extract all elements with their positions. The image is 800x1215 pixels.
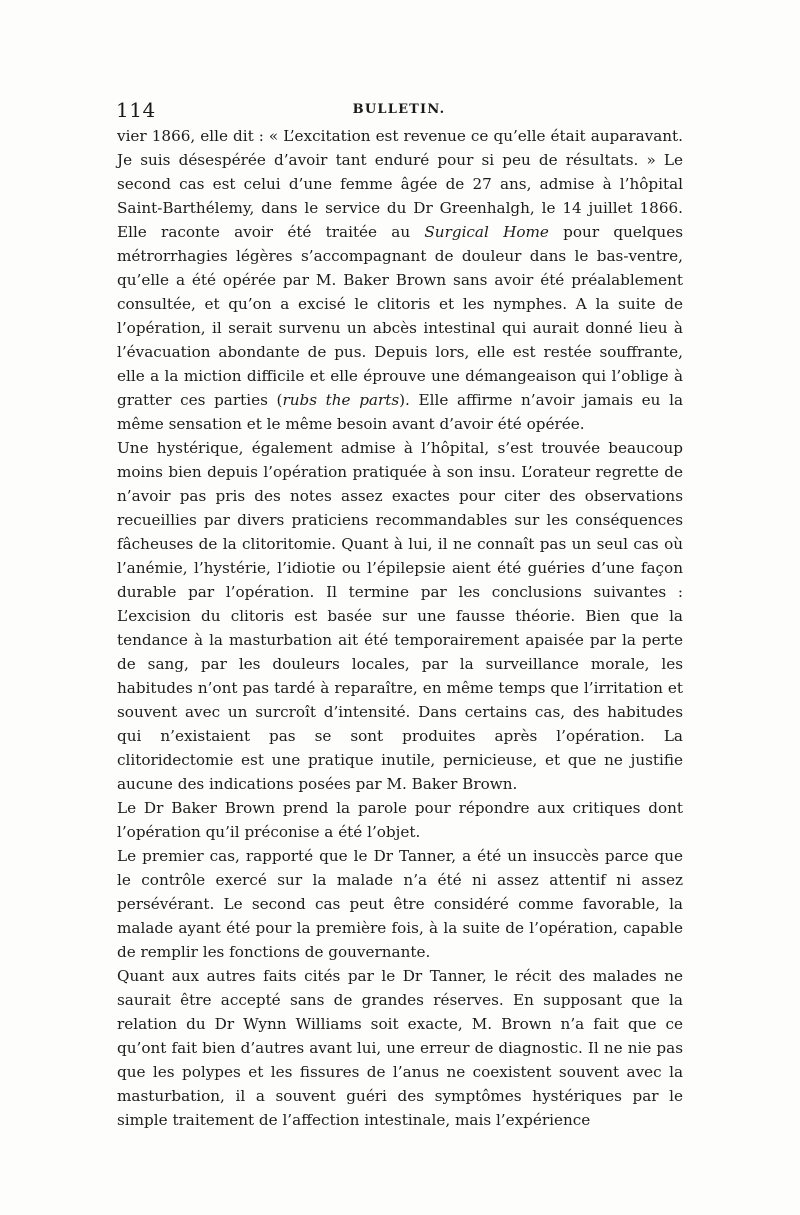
text-run: vier 1866, elle dit : « L’excitation est revenue ce qu’elle était auparavant. Je suis désespérée d’avoir tant enduré pour si peu de résultats. » Le second cas est celui d’une femme âgée de 27 ans, admise à l’hôpital Saint-Barthélemy, dans le service du Dr Greenhalgh, le 14 juillet 1866. Elle raconte avoir été traitée au [117, 127, 683, 241]
italic-text-run: Surgical Home [424, 223, 549, 241]
text-run: ). Elle affirme n’avoir jamais eu la même sensation et le même besoin avant d’avoir été opérée. [117, 391, 683, 433]
paragraph [117, 844, 683, 964]
paragraph [117, 796, 683, 844]
page-header [116, 96, 682, 126]
paragraph [117, 124, 683, 436]
text-run: Une hystérique, également admise à l’hôpital, s’est trouvée beaucoup moins bien depuis l’opération pratiquée à son insu. L’orateur regrette de n’avoir pas pris des notes assez exactes pour citer des observations recueillies par divers praticiens recommandables sur les conséquences fâcheuses de la clitoritomie. Quant à lui, il ne connaît pas un seul cas où l’anémie, l’hystérie, l’idiotie ou l’épilepsie aient été guéries d’une façon durable par l’opération. Il termine par les conclusions suivantes : L’excision du clitoris est basée sur une fausse théorie. Bien que la tendance à la masturbation ait été temporairement apaisée par la perte de sang, par les douleurs locales, par la surveillance morale, les habitudes n’ont pas tardé à reparaître, en même temps que l’irritation et souvent avec un surcroît d’intensité. Dans certains cas, des habitudes qui n’existaient pas se sont produites après l’opération. La clitoridectomie est une pratique inutile, pernicieuse, et que ne justifie aucune des indications posées par M. Baker Brown. [117, 439, 683, 793]
italic-text-run: rubs the parts [282, 391, 400, 409]
paragraph [117, 436, 683, 796]
page-number: 114 [116, 98, 156, 122]
text-run: Le premier cas, rapporté que le Dr Tanner, a été un insuccès parce que le contrôle exercé sur la malade n’a été ni assez attentif ni assez persévérant. Le second cas peut être considéré comme favorable, la malade ayant été pour la première fois, à la suite de l’opération, capable de remplir les fonctions de gouvernante. [117, 847, 683, 961]
text-run: Le Dr Baker Brown prend la parole pour répondre aux critiques dont l’opération qu’il préconise a été l’objet. [117, 799, 683, 841]
text-run: Quant aux autres faits cités par le Dr Tanner, le récit des malades ne saurait être accepté sans de grandes réserves. En supposant que la relation du Dr Wynn Williams soit exacte, M. Brown n’a fait que ce qu’ont fait bien d’autres avant lui, une erreur de diagnostic. Il ne nie pas que les polypes et les fissures de l’anus ne coexistent souvent avec la masturbation, il a souvent guéri des symptômes hystériques par le simple traitement de l’affection intestinale, mais l’expérience [117, 967, 683, 1129]
running-head: BULLETIN. [352, 102, 446, 117]
text-run: pour quelques métrorrhagies légères s’accompagnant de douleur dans le bas-ventre, qu’elle a été opérée par M. Baker Brown sans avoir été préalablement consultée, et qu’on a excisé le clitoris et les nymphes. A la suite de l’opération, il serait survenu un abcès intestinal qui aurait donné lieu à l’évacuation abondante de pus. Depuis lors, elle est restée souffrante, elle a la miction difficile et elle éprouve une démangeaison qui l’oblige à gratter ces parties ( [117, 223, 683, 409]
paragraph [117, 964, 683, 1132]
body-text [117, 124, 683, 1132]
